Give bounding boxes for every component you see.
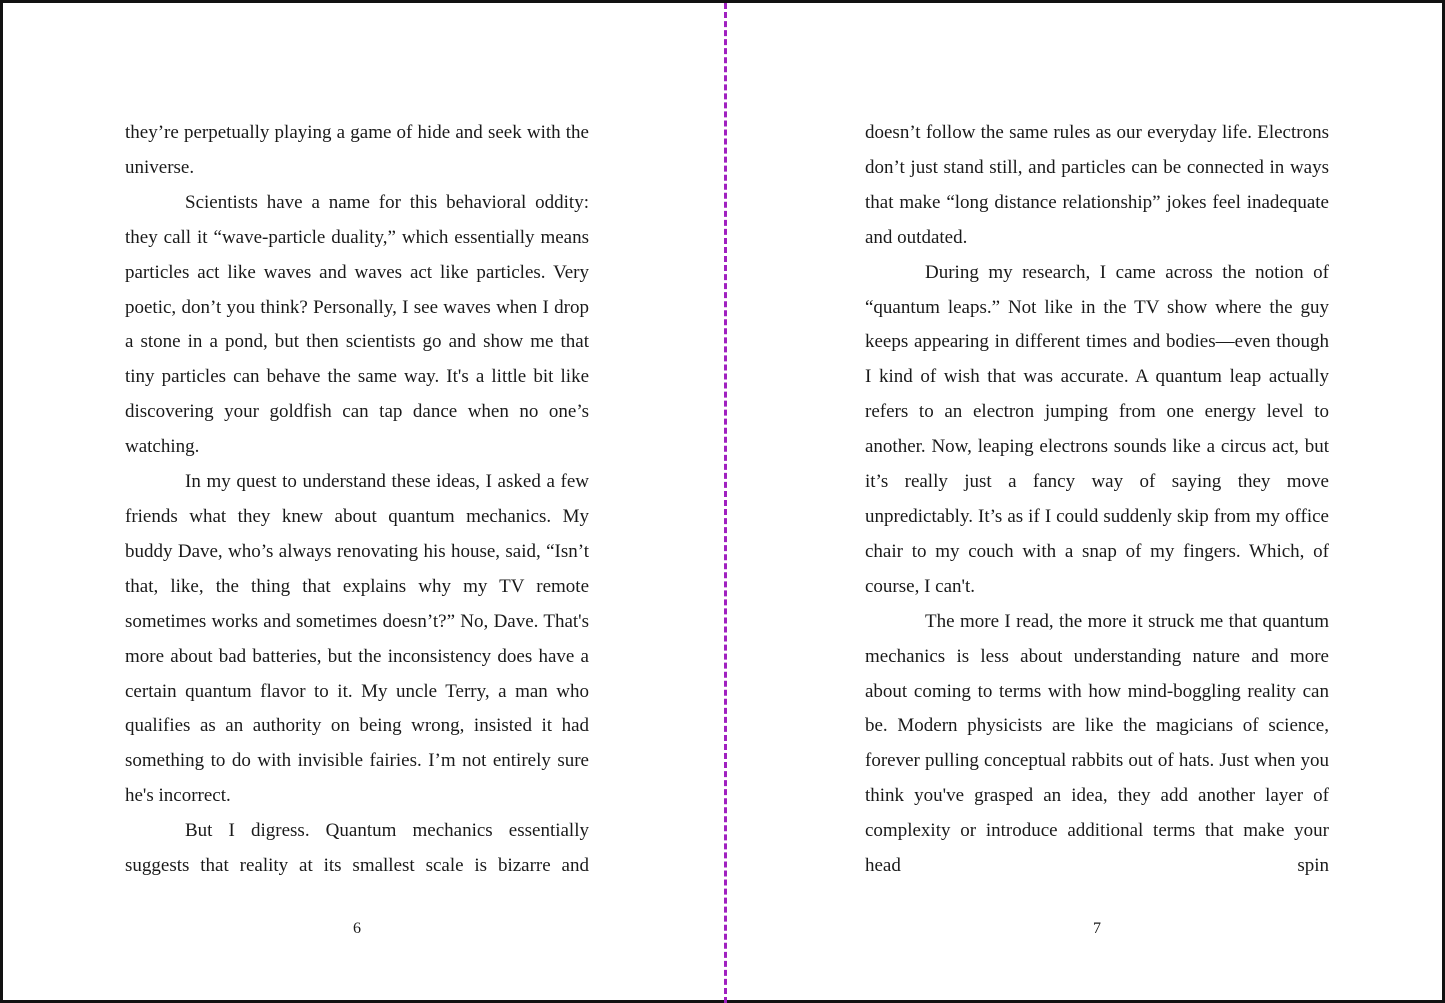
paragraph: The more I read, the more it struck me that quantum mechanics is less about understanding nature and more about coming to terms with how mind-boggling reality can be. Modern physicists are like the magicians of science, forever pulling conceptual rabbits out of hats. Just when you think you've grasped an idea, they add another layer of complexity or introduce additional terms that make your head spin <box>865 610 1329 877</box>
paragraph: During my research, I came across the notion of “quantum leaps.” Not like in the TV show where the guy keeps appearing in different times and bodies—even though I kind of wish that was accurate. A quantum leap actually refers to an electron jumping from one energy level to another. Now, leaping electrons sounds like a circus act, but it’s really just a fancy way of saying they move unpredictably. It’s as if I could suddenly skip from my office chair to my couch with a snap of my fingers. Which, of course, I can't. <box>865 261 1329 597</box>
page-number: 7 <box>1093 920 1101 937</box>
page-number: 6 <box>353 920 361 937</box>
page-divider <box>724 3 727 1003</box>
paragraph: In my quest to understand these ideas, I asked a few friends what they knew about quantum mechanics. My buddy Dave, who’s always renovating his house, said, “Isn’t that, like, the thing that explains why my TV remote sometimes works and sometimes doesn’t?” No, Dave. That's more about bad batteries, but the inconsistency does have a certain quantum flavor to it. My uncle Terry, a man who qualifies as an authority on being wrong, insisted it had something to do with invisible fairies. I’m not entirely sure he's incorrect. <box>125 471 589 807</box>
paragraph: Scientists have a name for this behavioral oddity: they call it “wave-particle duality,” which essentially means particles act like waves and waves act like particles. Very poetic, don’t you think? Personally, I see waves when I drop a stone in a pond, but then scientists go and show me that tiny particles can behave the same way. It's a little bit like discovering your goldfish can tap dance when no one’s watching. <box>125 191 589 458</box>
paragraph: they’re perpetually playing a game of hide and seek with the universe. <box>125 122 589 178</box>
paragraph: But I digress. Quantum mechanics essentially suggests that reality at its smallest scale is bizarre and <box>125 820 589 877</box>
right-page <box>865 116 1329 884</box>
paragraph: doesn’t follow the same rules as our everyday life. Electrons don’t just stand still, and particles can be connected in ways that make “long distance relationship” jokes feel inadequate and outdated. <box>865 122 1329 248</box>
left-page <box>125 116 589 884</box>
